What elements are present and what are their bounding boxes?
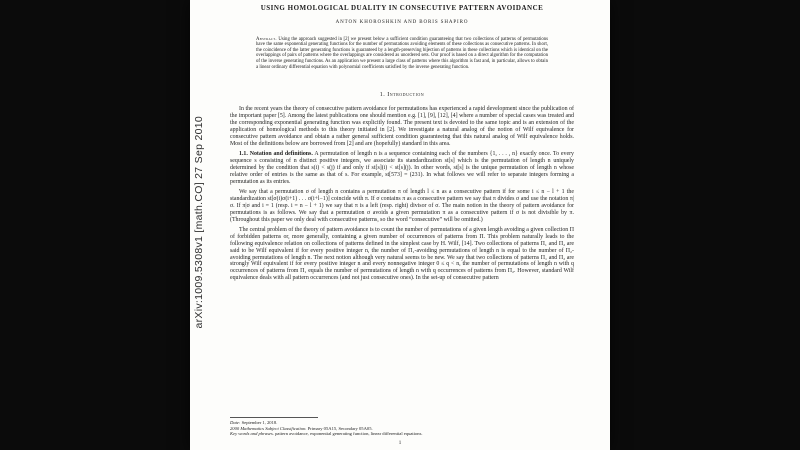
footnote-msc-label: 2000 Mathematics Subject Classification. xyxy=(230,425,307,431)
consecutive-pattern-paragraph: We say that a permutation σ of length n contains a permutation π of length l ≤ n as a consecutive pattern if for some i ≤ n − l + 1 the standardization st[σ(i)σ(i+1) . . . σ(i+l−1)] coincide with π. If σ contains π as a consecutive pattern we say that π divides σ and use the notation π|σ. If π|σ and i = 1 (resp. i = n − l + 1) we say that π is a left (resp. right) divisor of σ. The main notion in the theory of pattern avoidance for permutations is as follows. We say that a permutation σ avoids a given permutation π as a consecutive pattern if σ is not divisible by π. (Throughout this paper we only deal with consecutive patterns, so the word “consecutive” will be omitted.) xyxy=(230,188,574,223)
abstract-label: Abstract. xyxy=(256,36,277,42)
footnote-rule xyxy=(230,417,318,418)
notation-paragraph xyxy=(230,151,574,186)
footnote-date-text: September 1, 2018. xyxy=(240,419,278,425)
footnote-date-label: Date: xyxy=(230,419,241,425)
paper-authors: ANTON KHOROSHKIN AND BORIS SHAPIRO xyxy=(335,19,469,25)
footnote-keywords-text: pattern avoidance, exponential generating function, linear differential equations. xyxy=(273,431,423,437)
section-heading-introduction: 1. Introduction xyxy=(379,92,425,99)
paper-page xyxy=(190,0,610,450)
page-number: 1 xyxy=(398,441,402,446)
central-problem-paragraph: The central problem of the theory of pattern avoidance is to count the number of permutations of a given length avoiding a given collection Π of forbidden patterns or, more generally, containing a given number of occurrences of patterns from Π. This problem naturally leads to the following equivalence relation on collections of patterns defined in the simplest case by H. Wilf, [14]. Two collections of patterns Π₁ and Π₂ are said to be Wilf equivalent if for every positive integer n, the number of Π₁-avoiding permutations of length n is equal to the number of Π₂-avoiding permutations of length n. The next notion although very natural seems to be new. We say that two collections of patterns Π₁ and Π₂ are strongly Wilf equivalent if for every positive integer n and every nonnegative integer 0 ≤ q < n, the number of permutations of length n with q occurrences of patterns from Π₁ equals the number of permutations of length n with q occurrences of patterns from Π₂. However, standard Wilf equivalence deals with all pattern occurrences (and not just consecutive ones). In the set-up of consecutive pattern xyxy=(230,226,574,282)
abstract-block xyxy=(256,37,548,70)
footnote-block xyxy=(230,415,574,437)
footnote-msc-text: Primary 05A15, Secondary 05A05. xyxy=(306,425,373,431)
footnote-keywords-label: Key words and phrases. xyxy=(230,431,274,437)
paper-title: USING HOMOLOGICAL DUALITY IN CONSECUTIVE PATTERN AVOIDANCE xyxy=(260,4,544,12)
subsection-heading-notation: 1.1. Notation and definitions. xyxy=(239,150,313,157)
arxiv-watermark: arXiv:1009.5308v1 [math.CO] 27 Sep 2010 xyxy=(193,116,205,329)
abstract-text: Using the approach suggested in [2] we present below a sufficient condition guaranteeing that two collections of patterns of permutations have the same exponential generating functions for the number of permutations avoiding elements of these collections as consecutive patterns. In short, the coincidence of the latter generating functions is guaranteed by a length-preserving bijection of patterns in these collections which is identical on the overlappings of pairs of patterns where the overlappings are considered as unordered sets. Our proof is based on a direct algorithm for the computation of the inverse generating functions. As an application we present a large class of patterns where this algorithm is fast and, in particular, allows to obtain a linear ordinary differential equation with polynomial coefficients satisfied by the inverse generating function. xyxy=(256,36,548,70)
footnote-keywords xyxy=(230,431,574,437)
notation-paragraph-text: A permutation of length n is a sequence containing each of the numbers {1, . . . , n} exactly once. To every sequence s consisting of n distinct positive integers, we associate its standardization st[s] which is the permutation of length n uniquely determined by the condition that s(i) < s(j) if and only if st[s](i) < st[s](j). In other words, st[s] is the unique permutation of length n whose relative order of entries is the same as that of s. For example, st[573] = (231). In what follows we will refer to separate integers forming a permutation as its entries. xyxy=(230,150,574,185)
paper-content xyxy=(190,0,610,450)
intro-paragraph: In the recent years the theory of consecutive pattern avoidance for permutations has experienced a rapid development since the publication of the important paper [5]. Among the latest publications one should mention e.g. [1], [9], [12], [4] where a number of special cases was treated and the corresponding exponential generating function was explicitly found. The present text is devoted to the same topic and is an extension of the application of homological methods to this theory initiated in [2]. We investigate a natural analog of the notion of Wilf equivalence for consecutive pattern avoidance and obtain a rather general sufficient condition guaranteeing that this natural analog of Wilf equivalence holds. Most of the definitions below are borrowed from [2] and are (hopefully) standard in this area. xyxy=(230,106,574,147)
